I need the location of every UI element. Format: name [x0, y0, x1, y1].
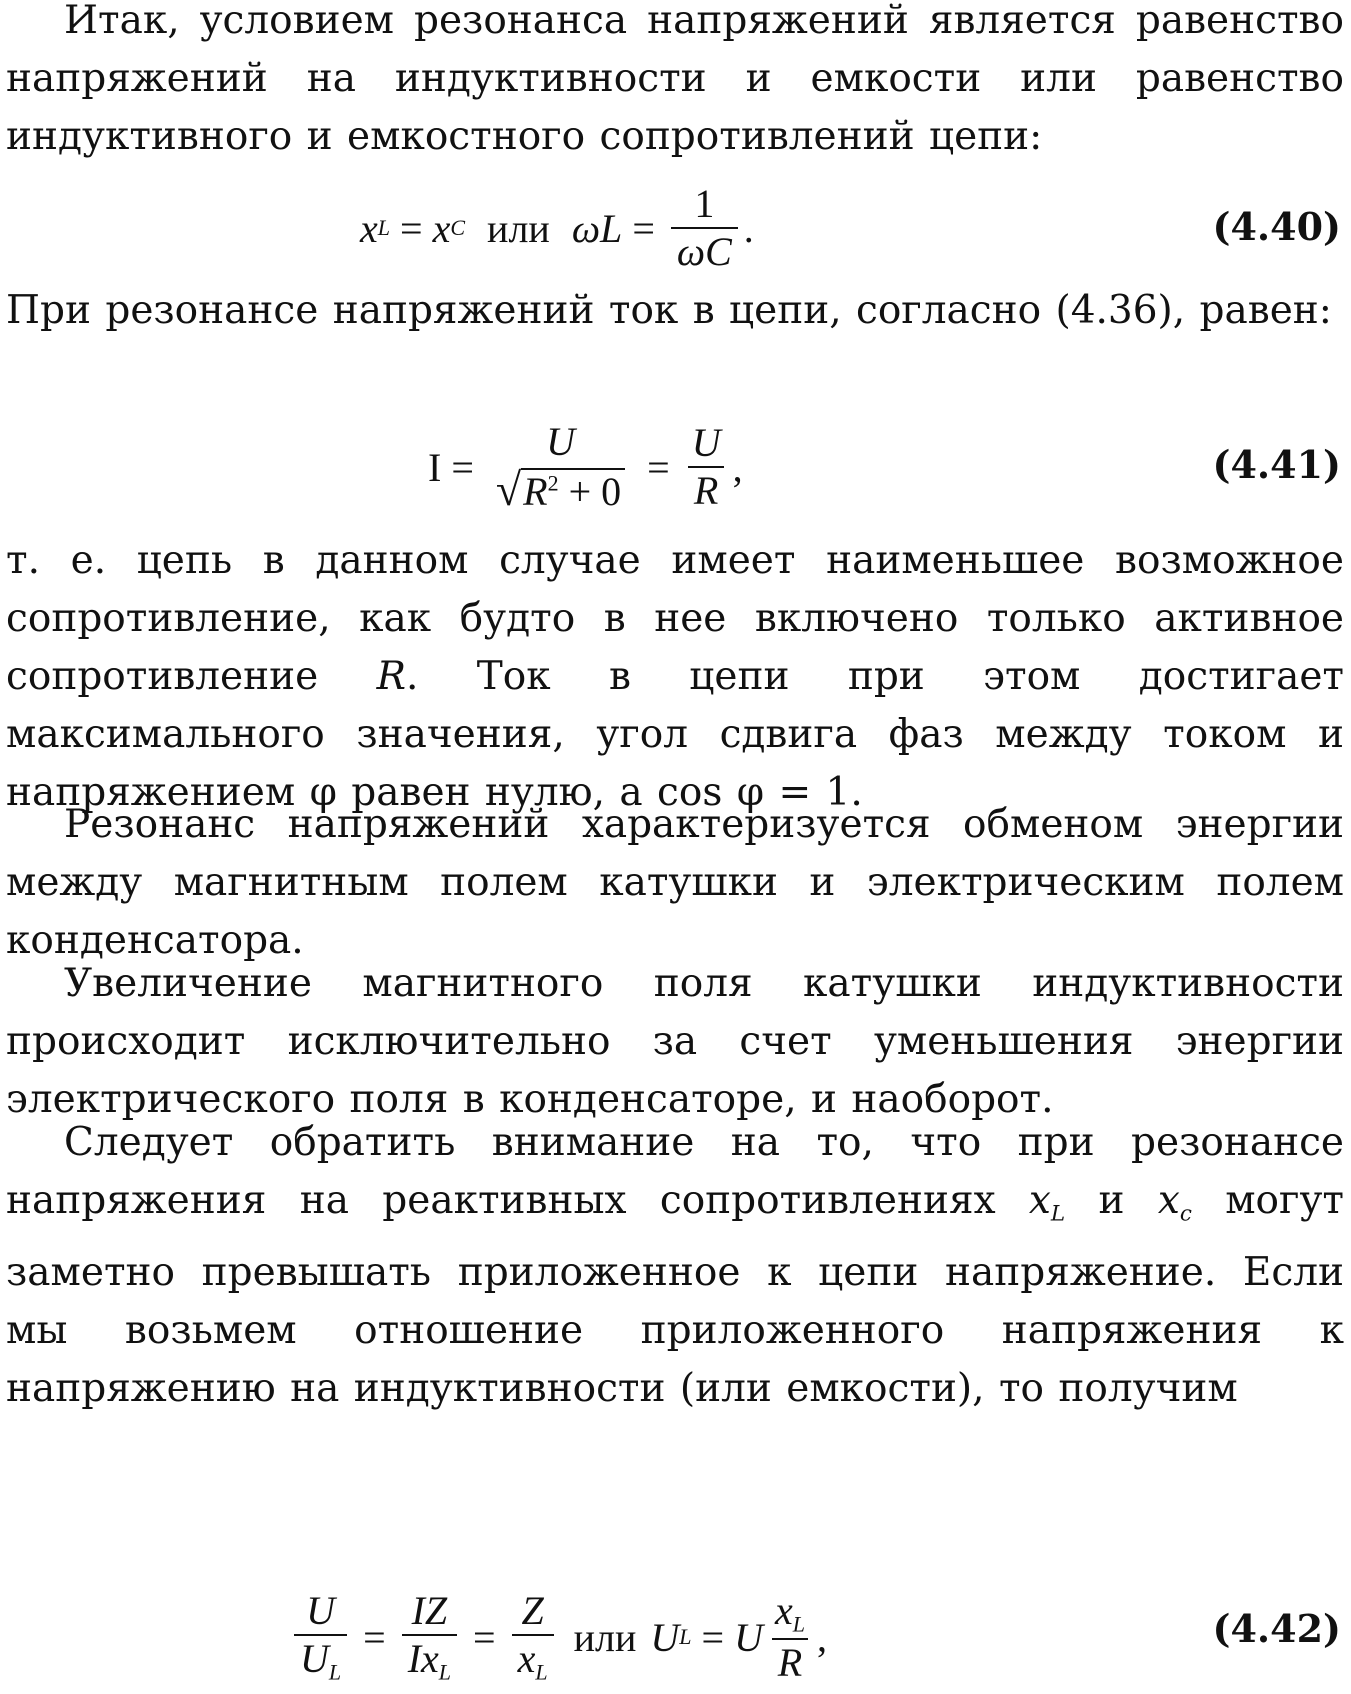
denominator-sqrt [490, 465, 631, 513]
x-symbol: x [1157, 1178, 1180, 1223]
equals-sign: = [451, 444, 474, 490]
numerator-u: U [306, 1588, 336, 1634]
paragraph-energy-exchange: Резонанс напряжений характеризуется обменом энергии между магнитным полем катушки и электрическим полем конденсатора. [6, 802, 1344, 963]
equals-sign: = [701, 1614, 725, 1660]
exponent-2: 2 [547, 470, 559, 496]
subscript-c: c [1179, 1201, 1192, 1227]
equals-sign: = [473, 1614, 496, 1660]
text: и [1065, 1178, 1158, 1223]
square-root [495, 464, 625, 515]
equation-4-41 [0, 412, 1351, 522]
current-symbol: I [428, 444, 442, 490]
paragraph-minimum-resistance [6, 532, 1344, 822]
subscript-L: L [1050, 1201, 1066, 1227]
fraction-u-over-r [686, 422, 727, 512]
omega-L: ωL [571, 205, 623, 251]
denominator-r: R [688, 466, 724, 512]
fraction-u-over-sqrt [490, 421, 631, 513]
subscript-L: L [438, 1659, 452, 1685]
numerator: 1 [694, 181, 715, 226]
fraction-z-over-xl [512, 1590, 554, 1684]
subscript-L: L [328, 1659, 342, 1685]
period: . [743, 205, 754, 251]
numerator-iz: IZ [411, 1588, 448, 1634]
u-symbol: U [650, 1614, 680, 1660]
paragraph-current-at-resonance: При резонансе напряжений ток в цепи, согласно (4.36), равен: [6, 288, 1332, 333]
fraction-xl-over-r [769, 1590, 811, 1684]
paragraph-resonance-condition: Итак, условием резонанса напряжений является равенство напряжений на индуктивности и емкости или равенство индуктивного и емкостного сопротивлений цепи: [6, 0, 1344, 159]
fraction-u-over-ul [294, 1590, 347, 1684]
r-symbol: R [523, 469, 548, 514]
radical-sign: √ [495, 464, 522, 515]
subscript-L: L [792, 1611, 805, 1637]
denominator-r: R [772, 1638, 808, 1684]
subscript-L: L [679, 1624, 692, 1649]
equals-sign: = [632, 205, 655, 251]
equation-4-40 [0, 178, 1351, 278]
u-symbol: U [300, 1636, 329, 1682]
subscript-C: C [450, 215, 466, 240]
equals-sign: = [400, 205, 423, 251]
numerator-xl [769, 1590, 811, 1638]
x-symbol: x [774, 1588, 793, 1634]
numerator-u: U [691, 420, 721, 465]
subscript-L: L [535, 1659, 548, 1685]
equation-4-42 [0, 1582, 1351, 1692]
equation-number-4-42: (4.42) [1212, 1606, 1341, 1651]
text: . Ток в цепи при этом достигает максимального значения, угол сдвига фаз между током и напряжением φ равен нулю, а cos φ = 1. [6, 654, 1345, 815]
denominator-xl [512, 1634, 554, 1684]
x-symbol: x [517, 1636, 536, 1682]
radicand [521, 468, 625, 513]
equation-number-4-40: (4.40) [1212, 204, 1341, 249]
equals-sign: = [647, 444, 670, 490]
numerator-z: Z [521, 1588, 544, 1634]
paragraph-magnetic-field: Увеличение магнитного поля катушки индуктивности происходит исключительно за счет уменьшения энергии электрического поля в конденсаторе, и наоборот. [6, 961, 1344, 1122]
denominator-ixl [402, 1634, 457, 1684]
equals-sign: = [363, 1614, 386, 1660]
comma: , [817, 1614, 827, 1660]
or-word: или [573, 1614, 637, 1660]
numerator-u: U [546, 419, 575, 464]
x-symbol: x [432, 205, 451, 251]
text: Следует обратить внимание на то, что при резонансе напряжения на реактивных сопротивлениях [6, 1120, 1344, 1223]
equation-number-4-41: (4.41) [1212, 442, 1341, 487]
fraction-one-over-omega-c [671, 183, 738, 273]
paragraph-overvoltage [6, 1114, 1344, 1418]
r-symbol: R [376, 654, 406, 699]
denominator-ul [294, 1634, 347, 1684]
subscript-L: L [377, 215, 391, 240]
plus-zero: + 0 [568, 469, 622, 514]
text: т. е. цепь в данном случае имеет наименьшее возможное сопротивление, как будто в нее включено только активное сопротивление [6, 538, 1344, 699]
comma: , [732, 444, 743, 490]
denominator: ωC [671, 227, 738, 273]
fraction-iz-over-ixl [402, 1590, 457, 1684]
x-symbol: x [360, 205, 378, 251]
x-symbol: x [1028, 1178, 1051, 1223]
u-symbol: U [734, 1614, 763, 1660]
text: могут заметно превышать приложенное к цепи напряжение. Если мы возьмем отношение приложенного напряжения к напряжению на индуктивности (или емкости), то получим [6, 1178, 1344, 1411]
or-word: или [487, 205, 550, 251]
ix-symbol: Ix [407, 1636, 439, 1682]
